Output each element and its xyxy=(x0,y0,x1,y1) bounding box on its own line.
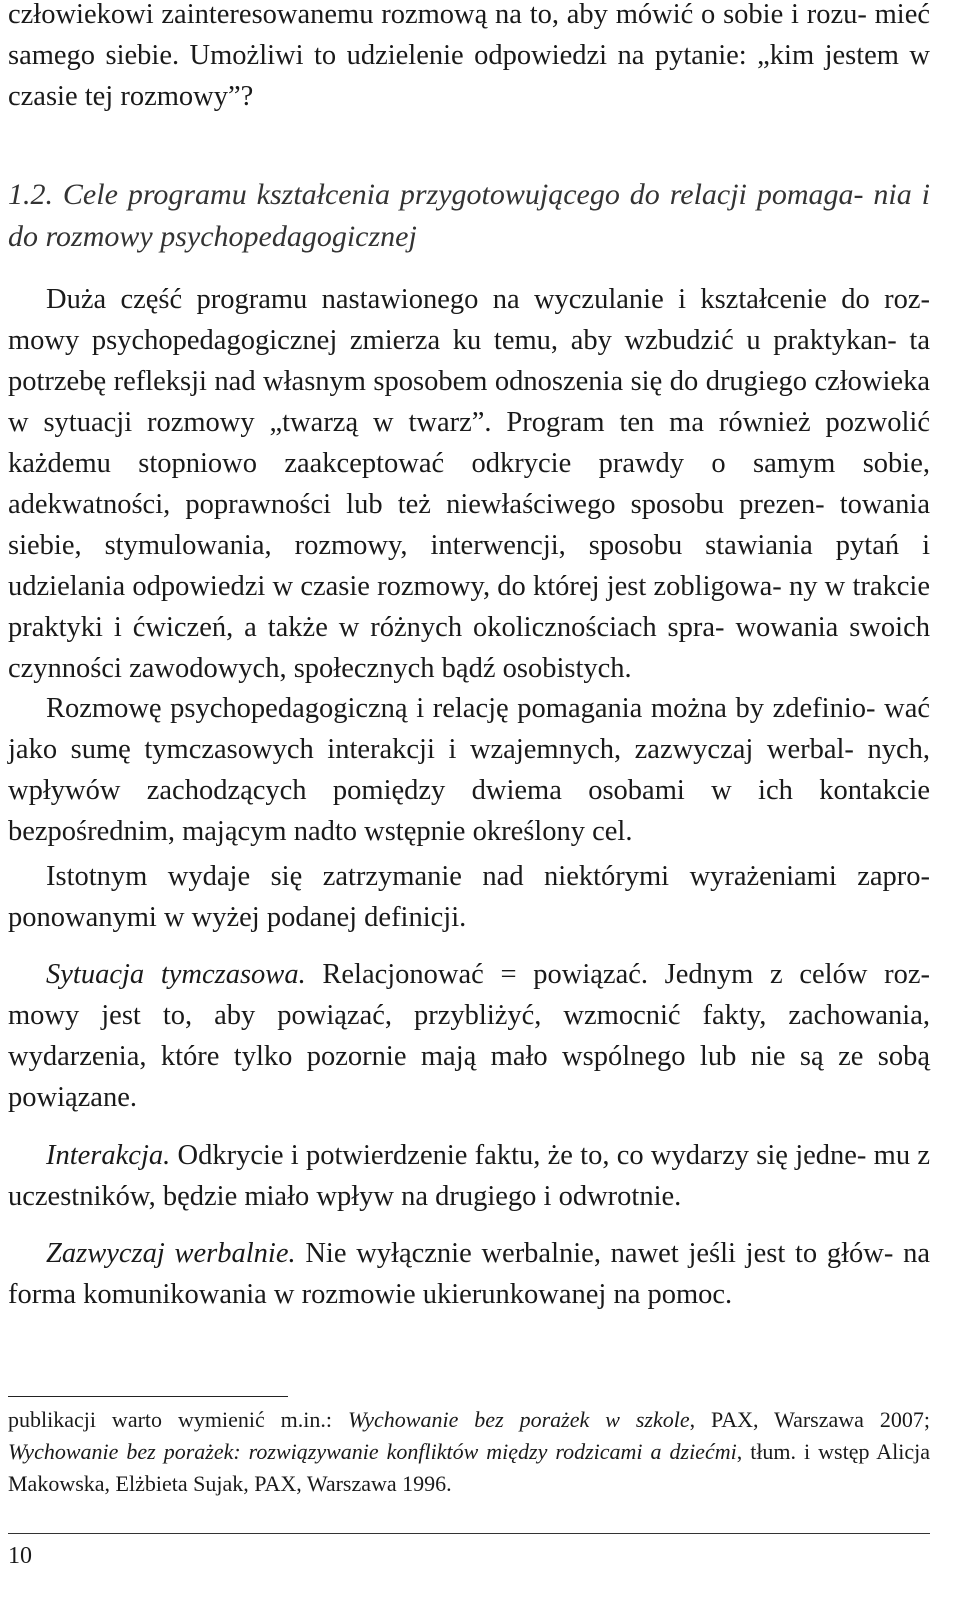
footnote-mid: , PAX, Warszawa 2007; xyxy=(689,1407,930,1432)
definition-term: Interakcja. xyxy=(46,1140,171,1171)
definition-1 xyxy=(8,954,930,1118)
footnote-title-1: Wychowanie bez porażek w szkole xyxy=(347,1407,690,1432)
page-footer-divider xyxy=(8,1533,930,1534)
definition-term: Zazwyczaj werbalnie. xyxy=(46,1238,296,1269)
body-paragraph-1: Duża część programu nastawionego na wyczulanie i kształcenie do roz- mowy psychopedagogicznej zmierza ku temu, aby wzbudzić u praktykan- ta potrzebę refleksji nad własnym sposobem odnoszenia się do drugiego człowieka w sytuacji rozmowy „twarzą w twarz”. Program ten ma również pozwolić każdemu stopniowo zaakceptować odkrycie prawdy o samym sobie, adekwatności, poprawności lub też niewłaściwego sposobu prezen- towania siebie, stymulowania, rozmowy, interwencji, sposobu stawiania pytań i udzielania odpowiedzi w czasie rozmowy, do której jest zobligowa- ny w trakcie praktyki i ćwiczeń, a także w różnych okolicznościach spra- wowania swoich czynności zawodowych, społecznych bądź osobistych. xyxy=(8,284,930,684)
definition-2 xyxy=(8,1135,930,1217)
definition-text: Nie wyłącznie werbalnie, nawet jeśli jest to głów- na forma komunikowania w rozmowie ukierunkowanej na pomoc. xyxy=(8,1238,930,1310)
footnote xyxy=(8,1404,930,1500)
body-paragraph-2: Rozmowę psychopedagogiczną i relację pomagania można by zdefinio- wać jako sumę tymczasowych interakcji i wzajemnych, zazwyczaj werbal- nych, wpływów zachodzących pomiędzy dwiema osobami w ich kontakcie bezpośrednim, mającym nadto wstępnie określony cel. xyxy=(8,693,930,847)
footnote-tail: , tłum. i wstęp Alicja Makowska, Elżbieta Sujak, PAX, Warszawa 1996. xyxy=(8,1439,930,1496)
definition-text: Relacjonować = powiązać. Jednym z celów roz- mowy jest to, aby powiązać, przybliżyć, wzmocnić fakty, zachowania, wydarzenia, które tylko pozornie mają mało wspólnego lub nie są ze sobą powiązane. xyxy=(8,959,930,1113)
body-paragraph-3: Istotnym wydaje się zatrzymanie nad niektórymi wyrażeniami zapro- ponowanymi w wyżej podanej definicji. xyxy=(8,861,930,933)
footnote-divider xyxy=(8,1396,288,1397)
page-number: 10 xyxy=(8,1543,32,1569)
definition-term: Sytuacja tymczasowa. xyxy=(46,959,306,990)
footnote-title-2: Wychowanie bez porażek: rozwiązywanie konfliktów między rodzicami a dziećmi xyxy=(8,1439,737,1464)
section-heading: 1.2. Cele programu kształcenia przygotowującego do relacji pomaga- nia i do rozmowy psychopedagogicznej xyxy=(8,178,930,253)
definition-3 xyxy=(8,1233,930,1315)
intro-paragraph: człowiekowi zainteresowanemu rozmową na to, aby mówić o sobie i rozu- mieć samego siebie. Umożliwi to udzielenie odpowiedzi na pytanie: „kim jestem w czasie tej rozmowy”? xyxy=(8,0,930,112)
footnote-lead: publikacji warto wymienić m.in.: xyxy=(8,1407,348,1432)
definition-text: Odkrycie i potwierdzenie faktu, że to, co wydarzy się jedne- mu z uczestników, będzie miało wpływ na drugiego i odwrotnie. xyxy=(8,1140,930,1212)
